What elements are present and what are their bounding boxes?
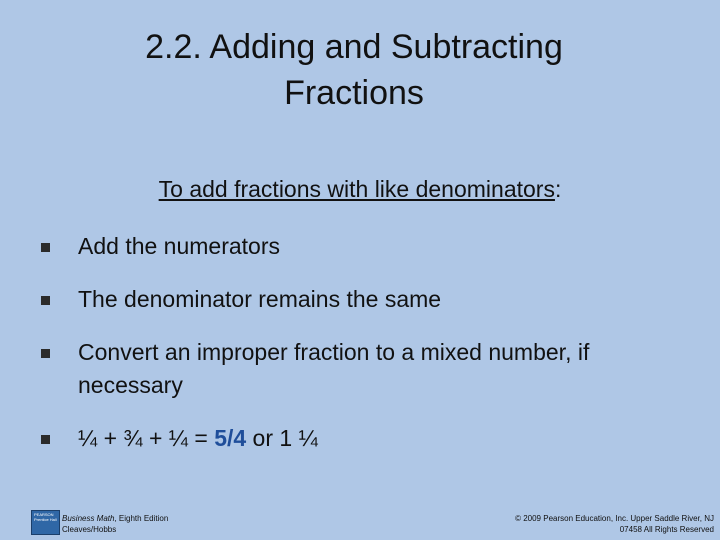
square-bullet-icon — [41, 243, 50, 252]
bullet-item-convert — [40, 336, 680, 402]
book-edition: , Eighth Edition — [114, 514, 169, 523]
example-answer: 5/4 — [214, 425, 247, 451]
book-authors: Cleaves/Hobbs — [62, 525, 117, 534]
copyright-line: © 2009 Pearson Education, Inc. Upper Saddle River, NJ — [515, 514, 714, 523]
square-bullet-icon — [41, 349, 50, 358]
title-line-2: Fractions — [284, 74, 424, 112]
title-line-1: 2.2. Adding and Subtracting — [145, 28, 563, 66]
slide-title — [60, 24, 648, 116]
bullet-text: The denominator remains the same — [78, 286, 442, 312]
footer-copyright — [515, 513, 714, 535]
pearson-logo-icon — [31, 510, 60, 535]
bullet-item-add-numerators — [40, 230, 680, 263]
slide-subtitle — [0, 174, 720, 204]
example-expression: ¼ + ¾ + ¼ = — [78, 425, 215, 451]
bullet-text: Add the numerators — [78, 233, 281, 259]
logo-text: PEARSON Prentice Hall — [34, 512, 57, 522]
example-connector: or — [246, 425, 280, 451]
subtitle-underlined-text: To add fractions with like denominators — [158, 176, 555, 202]
square-bullet-icon — [41, 435, 50, 444]
bullet-list — [40, 230, 680, 475]
example-mixed-number: 1 ¼ — [279, 425, 318, 451]
footer-book-info — [62, 513, 168, 535]
book-title: Business Math — [62, 514, 115, 523]
rights-line: 07458 All Rights Reserved — [619, 525, 714, 534]
square-bullet-icon — [41, 296, 50, 305]
bullet-text: Convert an improper fraction to a mixed number, if necessary — [78, 339, 590, 398]
bullet-item-denominator — [40, 283, 680, 316]
subtitle-colon: : — [554, 176, 562, 202]
bullet-item-example — [40, 422, 680, 455]
